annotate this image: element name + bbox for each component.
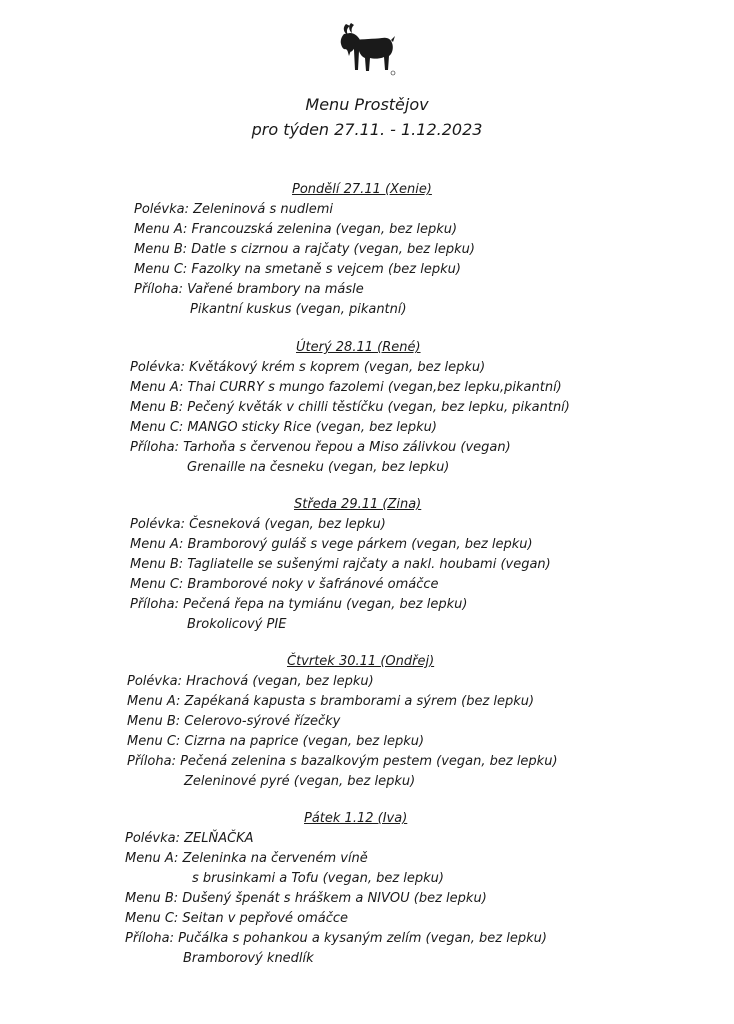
menu-week-range: pro týden 27.11. - 1.12.2023 bbox=[251, 120, 483, 139]
menu-line: Polévka: Zeleninová s nudlemi bbox=[134, 202, 333, 217]
menu-title: Menu Prostějov bbox=[305, 95, 429, 114]
menu-line: Menu C: MANGO sticky Rice (vegan, bez lepku) bbox=[130, 420, 437, 435]
menu-line: Menu B: Dušený špenát s hráškem a NIVOU (bez lepku) bbox=[125, 891, 487, 906]
menu-line: Menu B: Pečený květák v chilli těstíčku (vegan, bez lepku, pikantní) bbox=[130, 400, 570, 415]
menu-line: Menu A: Francouzská zelenina (vegan, bez lepku) bbox=[134, 222, 458, 237]
menu-line: Příloha: Pečená řepa na tymiánu (vegan, bez lepku) bbox=[130, 597, 468, 612]
menu-line: Polévka: ZELŇAČKA bbox=[125, 831, 254, 846]
day-heading-tuesday: Úterý 28.11 (René) bbox=[296, 340, 421, 355]
menu-line: Příloha: Tarhoňa s červenou řepou a Miso zálivkou (vegan) bbox=[130, 440, 511, 455]
menu-line: Menu C: Bramborové noky v šafránové omáčce bbox=[130, 577, 439, 592]
menu-line: Zeleninové pyré (vegan, bez lepku) bbox=[184, 774, 416, 789]
menu-line: Příloha: Pučálka s pohankou a kysaným zelím (vegan, bez lepku) bbox=[125, 931, 547, 946]
goat-logo-icon bbox=[338, 22, 396, 78]
menu-line: Menu C: Cizrna na paprice (vegan, bez lepku) bbox=[127, 734, 425, 749]
menu-line: Menu B: Datle s cizrnou a rajčaty (vegan, bez lepku) bbox=[134, 242, 475, 257]
menu-line: Menu B: Celerovo-sýrové řízečky bbox=[127, 714, 341, 729]
menu-line: Pikantní kuskus (vegan, pikantní) bbox=[190, 302, 407, 317]
day-heading-monday: Pondělí 27.11 (Xenie) bbox=[292, 182, 432, 197]
menu-line: Menu C: Seitan v pepřové omáčce bbox=[125, 911, 349, 926]
menu-line: Polévka: Česneková (vegan, bez lepku) bbox=[130, 517, 386, 532]
menu-line: Menu C: Fazolky na smetaně s vejcem (bez lepku) bbox=[134, 262, 461, 277]
menu-line: Polévka: Květákový krém s koprem (vegan, bez lepku) bbox=[130, 360, 486, 375]
menu-line: Menu B: Tagliatelle se sušenými rajčaty a nakl. houbami (vegan) bbox=[130, 557, 551, 572]
menu-line: Menu A: Zeleninka na červeném víně bbox=[125, 851, 368, 866]
day-heading-thursday: Čtvrtek 30.11 (Ondřej) bbox=[287, 654, 435, 669]
day-heading-friday: Pátek 1.12 (Iva) bbox=[304, 811, 408, 826]
menu-line: Polévka: Hrachová (vegan, bez lepku) bbox=[127, 674, 374, 689]
menu-line: s brusinkami a Tofu (vegan, bez lepku) bbox=[192, 871, 444, 886]
menu-line: Menu A: Zapékaná kapusta s bramborami a sýrem (bez lepku) bbox=[127, 694, 535, 709]
menu-line: Příloha: Vařené brambory na másle bbox=[134, 282, 364, 297]
menu-line: Brokolicový PIE bbox=[187, 617, 287, 632]
menu-line: Menu A: Thai CURRY s mungo fazolemi (vegan,bez lepku,pikantní) bbox=[130, 380, 562, 395]
day-heading-wednesday: Středa 29.11 (Zina) bbox=[294, 497, 422, 512]
menu-line: Příloha: Pečená zelenina s bazalkovým pestem (vegan, bez lepku) bbox=[127, 754, 558, 769]
menu-line: Menu A: Bramborový guláš s vege párkem (vegan, bez lepku) bbox=[130, 537, 533, 552]
menu-line: Grenaille na česneku (vegan, bez lepku) bbox=[187, 460, 450, 475]
menu-line: Bramborový knedlík bbox=[183, 951, 314, 966]
